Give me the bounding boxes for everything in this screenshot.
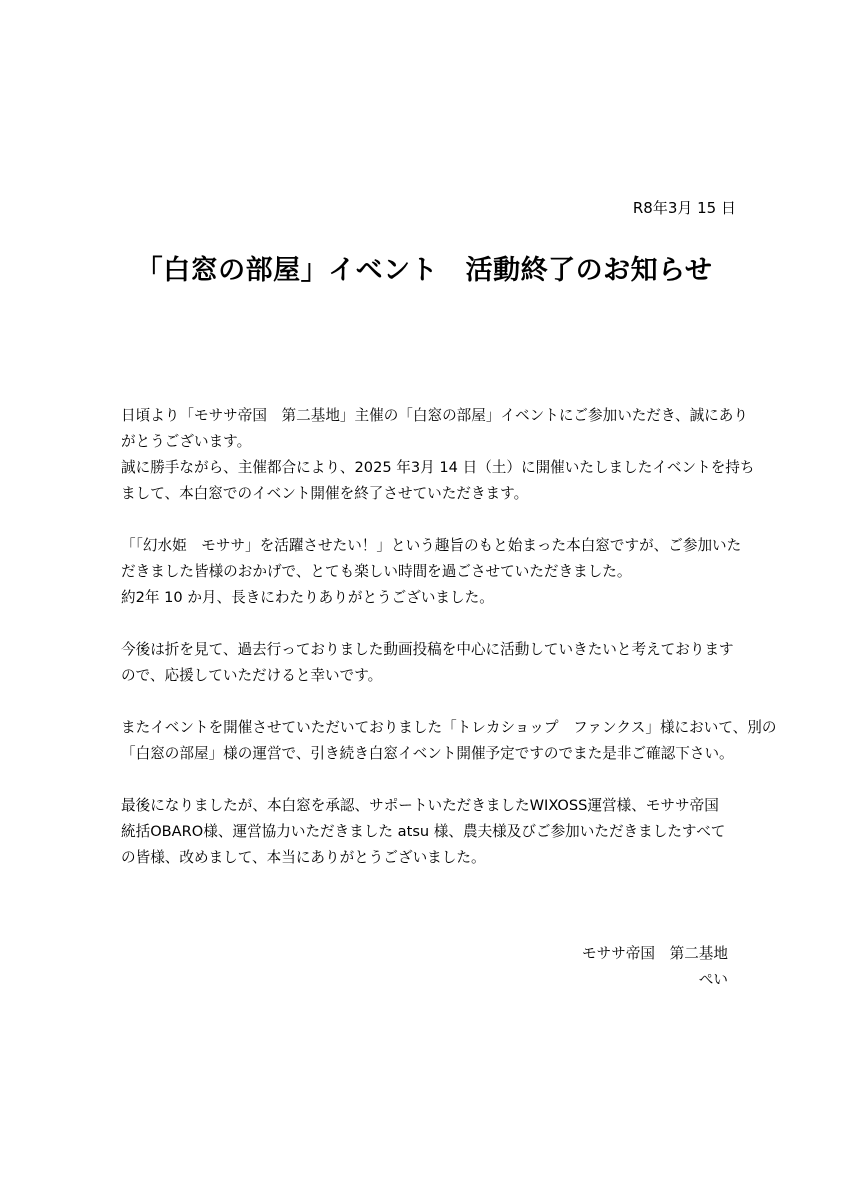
paragraph-venue [121, 715, 777, 767]
paragraph-line: 統括OBARO様、運営協力いただきました atsu 様、農夫様及びご参加いただきましたすべて [121, 823, 726, 840]
paragraph-line: 誠に勝手ながら、主催都合により、2025 年3月 14 日（土）に開催いたしましたイベントを持ち [121, 459, 755, 476]
paragraph-line: の皆様、改めまして、本当にありがとうございました。 [121, 849, 486, 866]
paragraph-acknowledgements [121, 793, 741, 871]
paragraph-line: 今後は折を見て、過去行っておりました動画投稿を中心に活動していきたいと考えております [121, 641, 734, 658]
paragraph-line: だきました皆様のおかげで、とても楽しい時間を過ごさせていただきました。 [121, 563, 632, 580]
signature-name: ぺい [698, 971, 728, 988]
paragraph-line: またイベントを開催させていただいておりました「トレカショップ ファンクス」様において、別の [121, 719, 777, 736]
paragraph-line: 約2年 10 か月、長きにわたりありがとうございました。 [121, 589, 494, 606]
document-date: R8年3月 15 日 [632, 199, 736, 217]
paragraph-line: 「白窓の部屋」様の運営で、引き続き白窓イベント開催予定ですのでまた是非ご確認下さい。 [121, 745, 734, 762]
paragraph-future [121, 637, 741, 689]
paragraph-line: まして、本白窓でのイベント開催を終了させていただきます。 [121, 485, 529, 502]
paragraph-line: 最後になりましたが、本白窓を承認、サポートいただきましたWIXOSS運営様、モササ帝国 [121, 797, 719, 814]
paragraph-thanks [121, 533, 741, 611]
document-body [121, 403, 777, 897]
paragraph-line: 日頃より「モササ帝国 第二基地」主催の「白窓の部屋」イベントにご参加いただき、誠にあり [121, 407, 748, 424]
paragraph-line: がとうございます。 [121, 433, 252, 450]
paragraph-greeting [121, 403, 755, 507]
signature-block [582, 941, 728, 993]
paragraph-line: 「「幻水姫 モササ」を活躍させたい！」という趣旨のもと始まった本白窓ですが、ご参加いた [121, 537, 742, 554]
document-title: 「白窓の部屋」イベント 活動終了のお知らせ [135, 255, 713, 286]
signature-organization: モササ帝国 第二基地 [582, 945, 728, 962]
paragraph-line: ので、応援していただけると幸いです。 [121, 667, 383, 684]
